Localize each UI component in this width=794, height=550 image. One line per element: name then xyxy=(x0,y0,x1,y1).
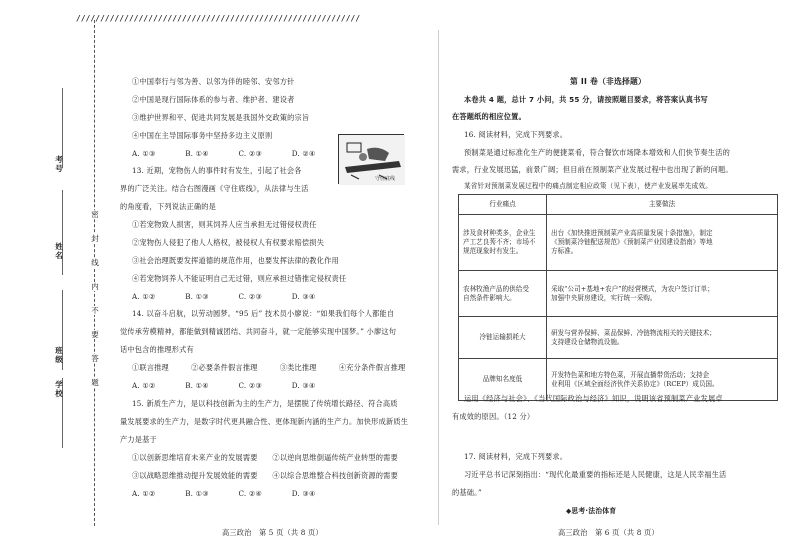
cartoon-image xyxy=(338,134,404,184)
cell-line: 业利用《区域全面经济伙伴关系协定》（RCEP）成员国。 xyxy=(551,379,719,388)
cell-line: 《预制菜冷链配送规范》《预制菜产业园建设指南》等地 xyxy=(551,238,713,246)
q14-choices: A. ①② B. ①④ C. ②③ D. ③④ xyxy=(132,381,316,390)
binding-slash-border: /////////////////////////////////////////////////////////// xyxy=(76,14,361,23)
q13-stem: 13. 近期，宠物伤人的事件时有发生，引起了社会各 xyxy=(132,166,302,175)
sub-section-label: ◆思考·法治体育 xyxy=(566,507,617,515)
cell-line: 方标准。 xyxy=(551,247,578,255)
q15-stem: 量发展要求的生产力，是数字时代更具融合性、更体现新内涵的生产力。加快形成新质生 xyxy=(120,417,409,426)
cell-line: 品牌知名度低 xyxy=(482,375,523,383)
q13-option-4: ④若宠物饲养人不能证明自己无过错，则应承担过错推定侵权责任 xyxy=(132,274,347,283)
table-header-cell: 主要做法 xyxy=(547,195,778,215)
cell-line: 产工艺良莠不齐；市场不 xyxy=(463,238,536,246)
label-xuexiao: 学校 xyxy=(55,380,63,398)
q13-option-1: ①若宠物致人损害，则其饲养人应当承担无过错侵权责任 xyxy=(132,220,317,229)
q16-title: 16. 阅读材料，完成下列要求。 xyxy=(464,130,568,139)
seal-char: 不 xyxy=(89,306,101,315)
seal-char: 线 xyxy=(89,258,101,267)
cartoon-drawing-icon xyxy=(339,135,405,185)
left-page-footer: 高三政治 第 5 页（共 8 页） xyxy=(222,528,323,537)
table-cell-measure xyxy=(547,317,778,359)
cell-line: 农林牧渔产品的供给受 xyxy=(463,284,529,293)
seal-char: 封 xyxy=(89,234,101,243)
cell-line: 研发与营养保鲜、菜品保鲜、冷链物流相关的关键技术； xyxy=(551,328,716,337)
xingming-underline xyxy=(62,190,63,275)
policy-table xyxy=(458,194,778,401)
q12-option-3: ③维护世界和平、促进共同发展是我国外交政策的宗旨 xyxy=(132,113,310,122)
table-row xyxy=(459,317,778,359)
q12-option-4: ④中国在主导国际事务中坚持多边主义原则 xyxy=(132,131,273,140)
cell-line: 涉及食材种类多，企业生 xyxy=(463,229,536,237)
q16-paragraph: 需求，行业发展迅猛，前景广阔；但目前在预制菜产业发展过程中也出现了新的问题。 xyxy=(452,165,733,174)
table-row xyxy=(459,215,778,271)
q12-choices: A. ①③ B. ①④ C. ②③ D. ②④ xyxy=(132,149,316,158)
table-cell-pain xyxy=(459,215,547,271)
cell-line: 出台《加快推进预制菜产业高质量发展十条措施》，制定 xyxy=(551,229,713,237)
seal-char: 内 xyxy=(89,282,101,291)
seal-char: 答 xyxy=(89,354,101,363)
q17-title: 17. 阅读材料，完成下列要求。 xyxy=(464,452,568,461)
page-divider xyxy=(438,30,439,525)
table-cell-measure xyxy=(547,271,778,317)
cell-line: 自然条件影响大。 xyxy=(463,293,516,302)
q12-option-1: ①中国奉行与邻为善、以邻为伴的睦邻、安邻方针 xyxy=(132,77,295,86)
q13-stem: 界的广泛关注。结合右图漫画《守住底线》，从法律与生活 xyxy=(120,184,309,193)
seal-char: 密 xyxy=(89,210,101,219)
q14-stem: 14. 以奋斗启航，以劳动圆梦。“95 后” 技术员小廖说：“如果我们每个人都能自 xyxy=(132,309,395,318)
q15-options-row-1: ①以创新思维培育未来产业的发展需要 ②以逆向思维倒逼传统产业转型的需要 xyxy=(132,453,398,462)
q13-choices: A. ①② B. ①③ C. ②③ D. ③④ xyxy=(132,292,316,301)
section-heading: 第 II 卷（非选择题） xyxy=(570,77,647,86)
q15-stem: 产力是基于 xyxy=(120,435,157,444)
q13-option-2: ②宠物伤人侵犯了他人人格权，被侵权人有权要求赔偿损失 xyxy=(132,238,325,247)
cell-line: 采取“公司+基地+农户”的经营模式，为农户签订订单； xyxy=(551,284,714,293)
table-header-cell: 行业痛点 xyxy=(459,195,547,215)
section-intro: 本卷共 4 题，总计 7 小问，共 55 分，请按照题目要求，将答案认真书写 xyxy=(464,95,708,104)
cell-line: 冷链运输损耗大 xyxy=(479,333,526,341)
q16-task: 有成效的原因。（12 分） xyxy=(452,412,535,421)
table-header-row xyxy=(459,195,778,215)
table-cell-pain xyxy=(459,271,547,317)
q17-paragraph: 习近平总书记深刻指出：“现代化最重要的指标还是人民健康，这是人民幸福生活 xyxy=(464,470,727,479)
q15-options-row-2: ③以战略思维推动提升发展效能的需要 ④以综合思维整合科技创新资源的需要 xyxy=(132,471,398,480)
q13-stem: 的角度看，下列说法正确的是 xyxy=(120,202,217,211)
cartoon-caption: 守住底线 xyxy=(375,176,396,182)
q12-option-2: ②中国是现行国际体系的参与者、维护者、建设者 xyxy=(132,95,295,104)
table-cell-pain xyxy=(459,317,547,359)
seal-char: 要 xyxy=(89,330,101,339)
seal-char: 题 xyxy=(89,378,101,387)
cell-line: 加强中央厨房建设，实行统一采购。 xyxy=(551,293,657,302)
label-kaohao: 考号 xyxy=(55,155,63,173)
q17-paragraph: 的基础。” xyxy=(452,488,482,497)
label-xingming: 姓名 xyxy=(55,242,63,260)
q13-option-3: ③社会治理既要发挥道德的规范作用，也要发挥法律的教化作用 xyxy=(132,256,339,265)
seal-dashed-line xyxy=(94,20,95,526)
label-banji: 班级 xyxy=(55,346,63,364)
table-row xyxy=(459,271,778,317)
q14-options: ①联言推理 ②必要条件假言推理 ③类比推理 ④充分条件假言推理 xyxy=(132,363,406,372)
cell-line: 规范现象时有发生。 xyxy=(463,247,523,255)
q16-task: 运用《经济与社会》、《当代国际政治与经济》知识，说明该省预制菜产业发展卓 xyxy=(464,394,723,403)
cell-line: 支持建设仓储物流设施。 xyxy=(551,337,624,346)
table-cell-measure xyxy=(547,215,778,271)
q16-paragraph: 预制菜是通过标准化生产的便捷菜肴，符合餐饮市场降本增效和人们快节奏生活的 xyxy=(464,148,730,157)
q14-stem: 觉传承劳模精神，都能做到精诚团结、共同奋斗，就一定能够实现中国梦。” 小廖这句 xyxy=(120,327,397,336)
right-page-footer: 高三政治 第 6 页（共 8 页） xyxy=(558,528,659,537)
table-caption: 某省针对预制菜发展过程中的痛点制定相应政策（见下表），使产业发展率先成效。 xyxy=(464,182,713,190)
q15-stem: 15. 新质生产力，是以科技创新为主的生产力，是摆脱了传统增长路径、符合高质 xyxy=(132,399,398,408)
section-intro: 在答题纸的相应位置。 xyxy=(452,112,526,121)
q14-stem: 话中包含的推理形式有 xyxy=(120,345,194,354)
cell-line: 开发特色菜和地方特色菜，开展直播带货活动；支持企 xyxy=(551,370,710,379)
q15-choices: A. ①② B. ①③ C. ②④ D. ③④ xyxy=(132,489,316,498)
